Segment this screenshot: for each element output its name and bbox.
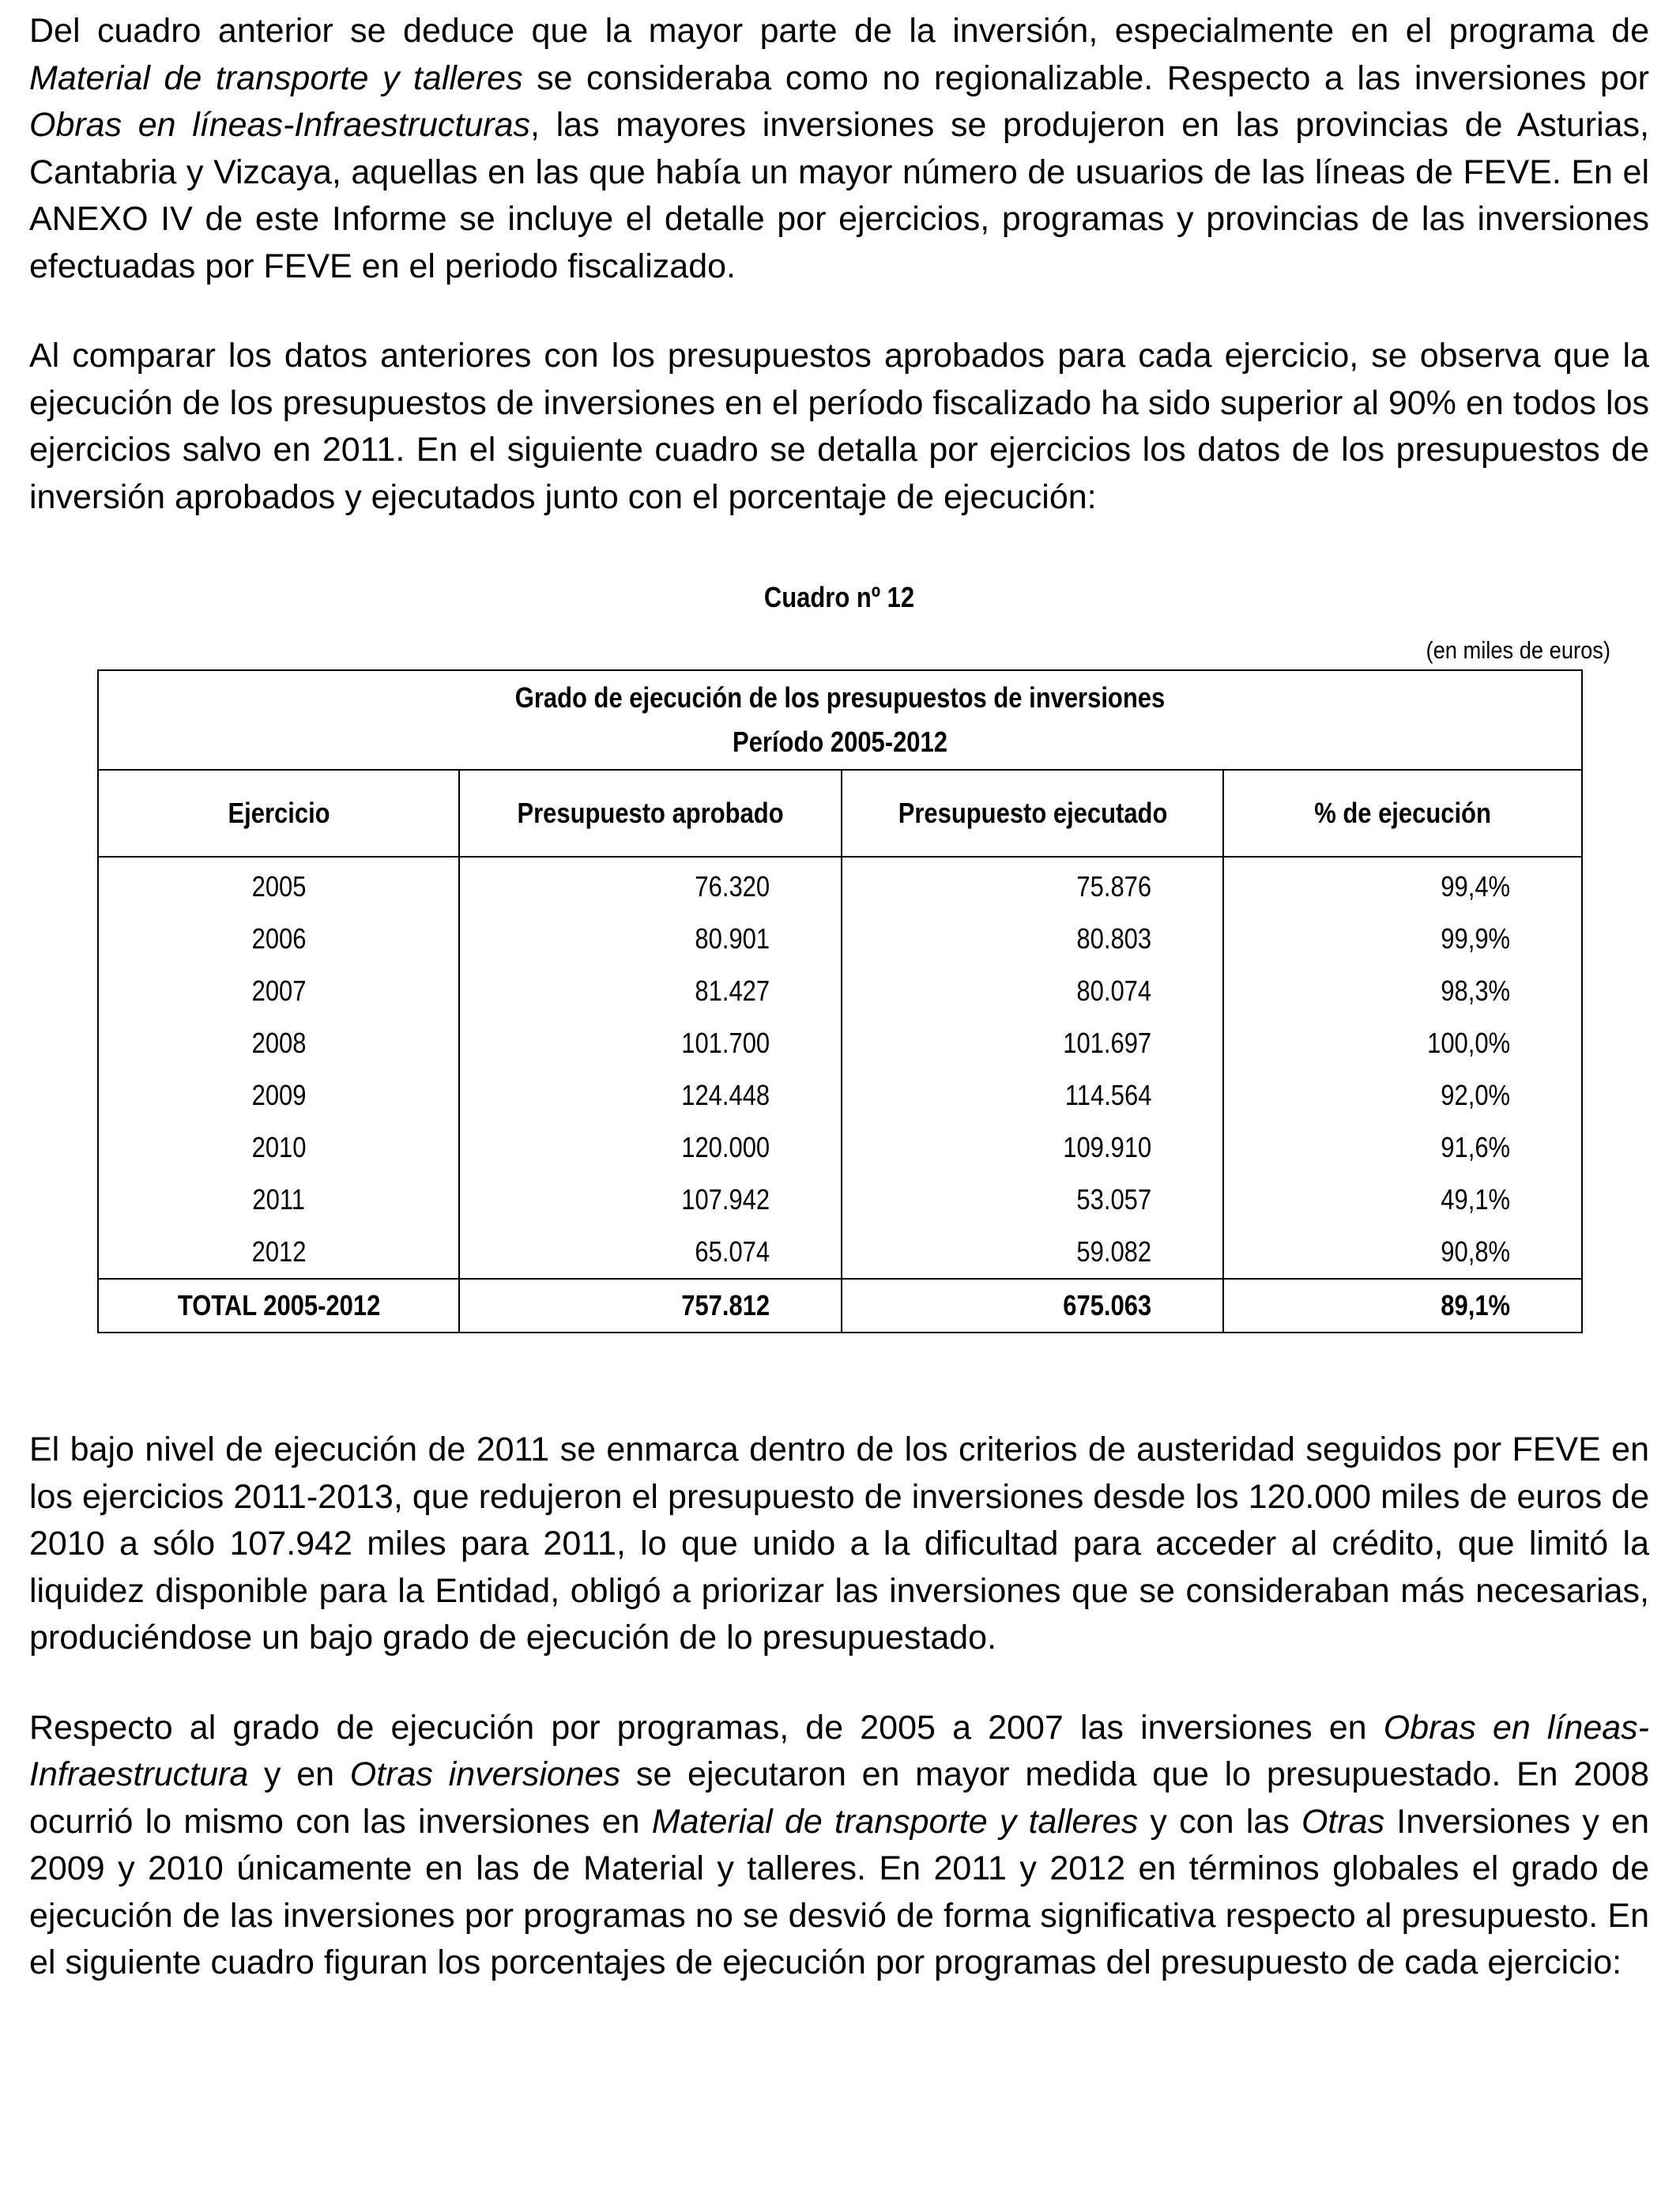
- aprobado-cell: 81.427: [459, 965, 842, 1017]
- text-run: , las mayores inversiones se produjeron en las provincias de Asturias, Cantabria y Vizcaya, aquellas en las que había un mayor número de usuarios de las líneas de FEVE. En el ANEXO IV de este Informe se incluye el detalle por ejercicios, programas y provincias de las inversiones efectuadas por FEVE en el periodo fiscalizado.: [29, 106, 1649, 285]
- table-row: [98, 1069, 1582, 1122]
- paragraph-budget-comparison: [29, 333, 1649, 521]
- column-header-ejercicio: Ejercicio: [98, 770, 459, 857]
- aprobado-cell: 65.074: [459, 1226, 842, 1279]
- table-total-row: [98, 1279, 1582, 1333]
- text-run: se consideraba como no regionalizable. Respecto a las inversiones por: [522, 58, 1649, 97]
- ejecutado-cell: 75.876: [842, 857, 1224, 913]
- total-aprobado-cell: 757.812: [459, 1279, 842, 1333]
- table-title: [98, 670, 1582, 770]
- porcentaje-cell: 99,9%: [1223, 913, 1582, 965]
- table-caption: Cuadro nº 12: [763, 581, 915, 613]
- aprobado-cell: 80.901: [459, 913, 842, 965]
- text-run: Inversiones y en 2009 y 2010 únicamente en las de Material y talleres. En 2011 y 2012 en términos globales el grado de ejecución de las inversiones por programas no se desvió de forma significativa respecto al presupuesto. En el siguiente cuadro figuran los porcentajes de ejecución por programas del presupuesto de cada ejercicio:: [29, 1802, 1649, 1981]
- ejecutado-cell: 80.074: [842, 965, 1224, 1017]
- paragraph-intro: [29, 8, 1649, 290]
- ejecutado-cell: 109.910: [842, 1122, 1224, 1174]
- table-row: [98, 913, 1582, 965]
- paragraph-austerity: [29, 1427, 1649, 1662]
- table-row: [98, 1174, 1582, 1226]
- table-row: [98, 857, 1582, 913]
- year-cell: 2005: [98, 857, 459, 913]
- table-title-line-2: Período 2005-2012: [733, 726, 947, 758]
- year-cell: 2008: [98, 1017, 459, 1069]
- table-row: [98, 1017, 1582, 1069]
- text-run: Al comparar los datos anteriores con los presupuestos aprobados para cada ejercicio, se observa que la ejecución de los presupuestos de inversiones en el período fiscalizado ha sido superior al 90% en todos los ejercicios salvo en 2011. En el siguiente cuadro se detalla por ejercicios los datos de los presupuestos de inversión aprobados y ejecutados junto con el porcentaje de ejecución:: [29, 337, 1649, 516]
- aprobado-cell: 101.700: [459, 1017, 842, 1069]
- table-header-row: [98, 770, 1582, 857]
- paragraph-programs: [29, 1705, 1649, 1987]
- aprobado-cell: 76.320: [459, 857, 842, 913]
- aprobado-cell: 107.942: [459, 1174, 842, 1226]
- porcentaje-cell: 92,0%: [1223, 1069, 1582, 1122]
- text-run: El bajo nivel de ejecución de 2011 se enmarca dentro de los criterios de austeridad seguidos por FEVE en los ejercicios 2011-2013, que redujeron el presupuesto de inversiones desde los 120.000 miles de euros de 2010 a sólo 107.942 miles para 2011, lo que unido a la dificultad para acceder al crédito, que limitó la liquidez disponible para la Entidad, obligó a priorizar las inversiones que se consideraban más necesarias, produciéndose un bajo grado de ejecución de lo presupuestado.: [29, 1431, 1649, 1657]
- total-label-cell: TOTAL 2005-2012: [98, 1279, 459, 1333]
- porcentaje-cell: 91,6%: [1223, 1122, 1582, 1174]
- italic-text: Otras: [1301, 1802, 1385, 1841]
- porcentaje-cell: 90,8%: [1223, 1226, 1582, 1279]
- porcentaje-cell: 100,0%: [1223, 1017, 1582, 1069]
- table-title-line-1: Grado de ejecución de los presupuestos de inversiones: [514, 681, 1166, 714]
- total-ejecutado-cell: 675.063: [842, 1279, 1224, 1333]
- ejecutado-cell: 53.057: [842, 1174, 1224, 1226]
- year-cell: 2010: [98, 1122, 459, 1174]
- text-run: Del cuadro anterior se deduce que la mayor parte de la inversión, especialmente en el programa de: [29, 12, 1649, 50]
- ejecutado-cell: 101.697: [842, 1017, 1224, 1069]
- text-run: y con las: [1138, 1802, 1301, 1841]
- ejecutado-cell: 59.082: [842, 1226, 1224, 1279]
- italic-text: Material de transporte y talleres: [29, 58, 523, 97]
- year-cell: 2012: [98, 1226, 459, 1279]
- italic-text: Otras inversiones: [349, 1755, 621, 1793]
- table-units-note: (en miles de euros): [1426, 636, 1610, 664]
- aprobado-cell: 124.448: [459, 1069, 842, 1122]
- text-run: y en: [248, 1755, 350, 1793]
- document-page: [29, 8, 1649, 1987]
- italic-text: Obras en líneas-Infraestructura: [29, 1708, 1649, 1793]
- text-run: Respecto al grado de ejecución por programas, de 2005 a 2007 las inversiones en: [29, 1708, 1384, 1747]
- table-row: [98, 1122, 1582, 1174]
- year-cell: 2011: [98, 1174, 459, 1226]
- year-cell: 2007: [98, 965, 459, 1017]
- porcentaje-cell: 49,1%: [1223, 1174, 1582, 1226]
- aprobado-cell: 120.000: [459, 1122, 842, 1174]
- porcentaje-cell: 99,4%: [1223, 857, 1582, 913]
- ejecutado-cell: 80.803: [842, 913, 1224, 965]
- italic-text: Obras en líneas-Infraestructuras: [29, 106, 531, 144]
- column-header-aprobado: Presupuesto aprobado: [459, 770, 842, 857]
- text-run: se ejecutaron en mayor medida que lo presupuestado. En 2008 ocurrió lo mismo con las inversiones en: [29, 1755, 1649, 1841]
- ejecutado-cell: 114.564: [842, 1069, 1224, 1122]
- table-row: [98, 1226, 1582, 1279]
- column-header-ejecutado: Presupuesto ejecutado: [842, 770, 1224, 857]
- table-row: [98, 965, 1582, 1017]
- year-cell: 2009: [98, 1069, 459, 1122]
- year-cell: 2006: [98, 913, 459, 965]
- budget-execution-table: [97, 669, 1583, 1333]
- column-header-porcentaje: % de ejecución: [1223, 770, 1582, 857]
- table-body: [98, 857, 1582, 1279]
- italic-text: Material de transporte y talleres: [651, 1802, 1139, 1841]
- porcentaje-cell: 98,3%: [1223, 965, 1582, 1017]
- total-porcentaje-cell: 89,1%: [1223, 1279, 1582, 1333]
